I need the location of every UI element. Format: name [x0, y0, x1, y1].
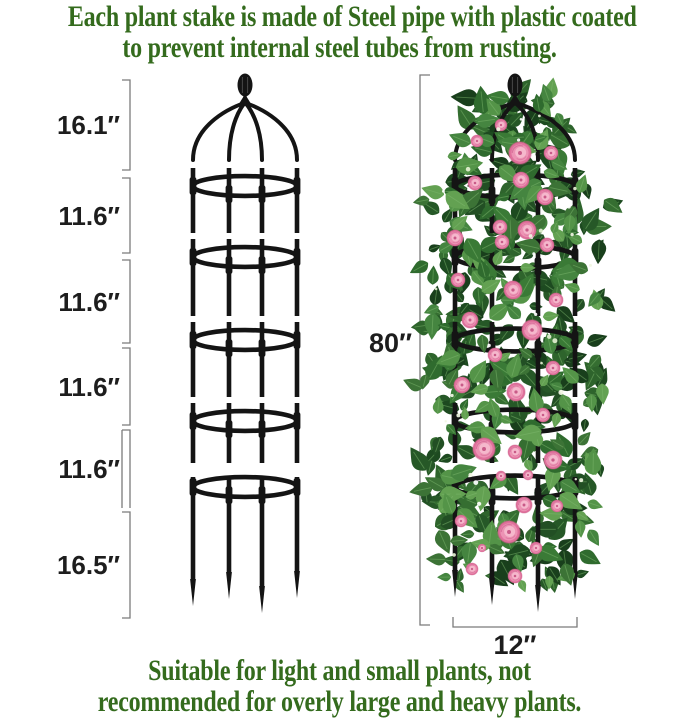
bracket-section-2	[122, 178, 130, 253]
bracket-section-3	[122, 260, 130, 343]
header-line-2: to prevent internal steel tubes from rusting.	[122, 31, 557, 64]
bracket-section-4	[122, 348, 130, 425]
planted-trellis-illustration	[401, 73, 627, 612]
dim-label-section-5: 11.6″	[58, 454, 120, 484]
footer-text	[0, 655, 679, 717]
bracket-section-5	[122, 430, 130, 508]
dim-label-section-1: 16.1″	[56, 110, 120, 140]
bracket-section-1	[122, 80, 130, 170]
footer-line-2: recommended for overly large and heavy plants.	[97, 685, 582, 718]
width-bracket	[453, 617, 577, 627]
dim-label-section-4: 11.6″	[58, 372, 120, 402]
dim-label-section-2: 11.6″	[58, 201, 120, 231]
dim-label-section-3: 11.6″	[58, 287, 120, 317]
header-line-1: Each plant stake is made of Steel pipe with plastic coated	[67, 0, 637, 33]
base-width-label: 12″	[493, 630, 537, 660]
dim-label-section-6: 16.5″	[56, 550, 120, 580]
section-dimension-brackets	[122, 80, 130, 618]
bare-trellis-illustration	[190, 74, 301, 614]
bracket-section-6	[122, 512, 130, 618]
total-height-label: 80″	[369, 328, 412, 358]
footer-line-1: Suitable for light and small plants, not	[148, 654, 531, 687]
height-bracket	[420, 75, 430, 625]
